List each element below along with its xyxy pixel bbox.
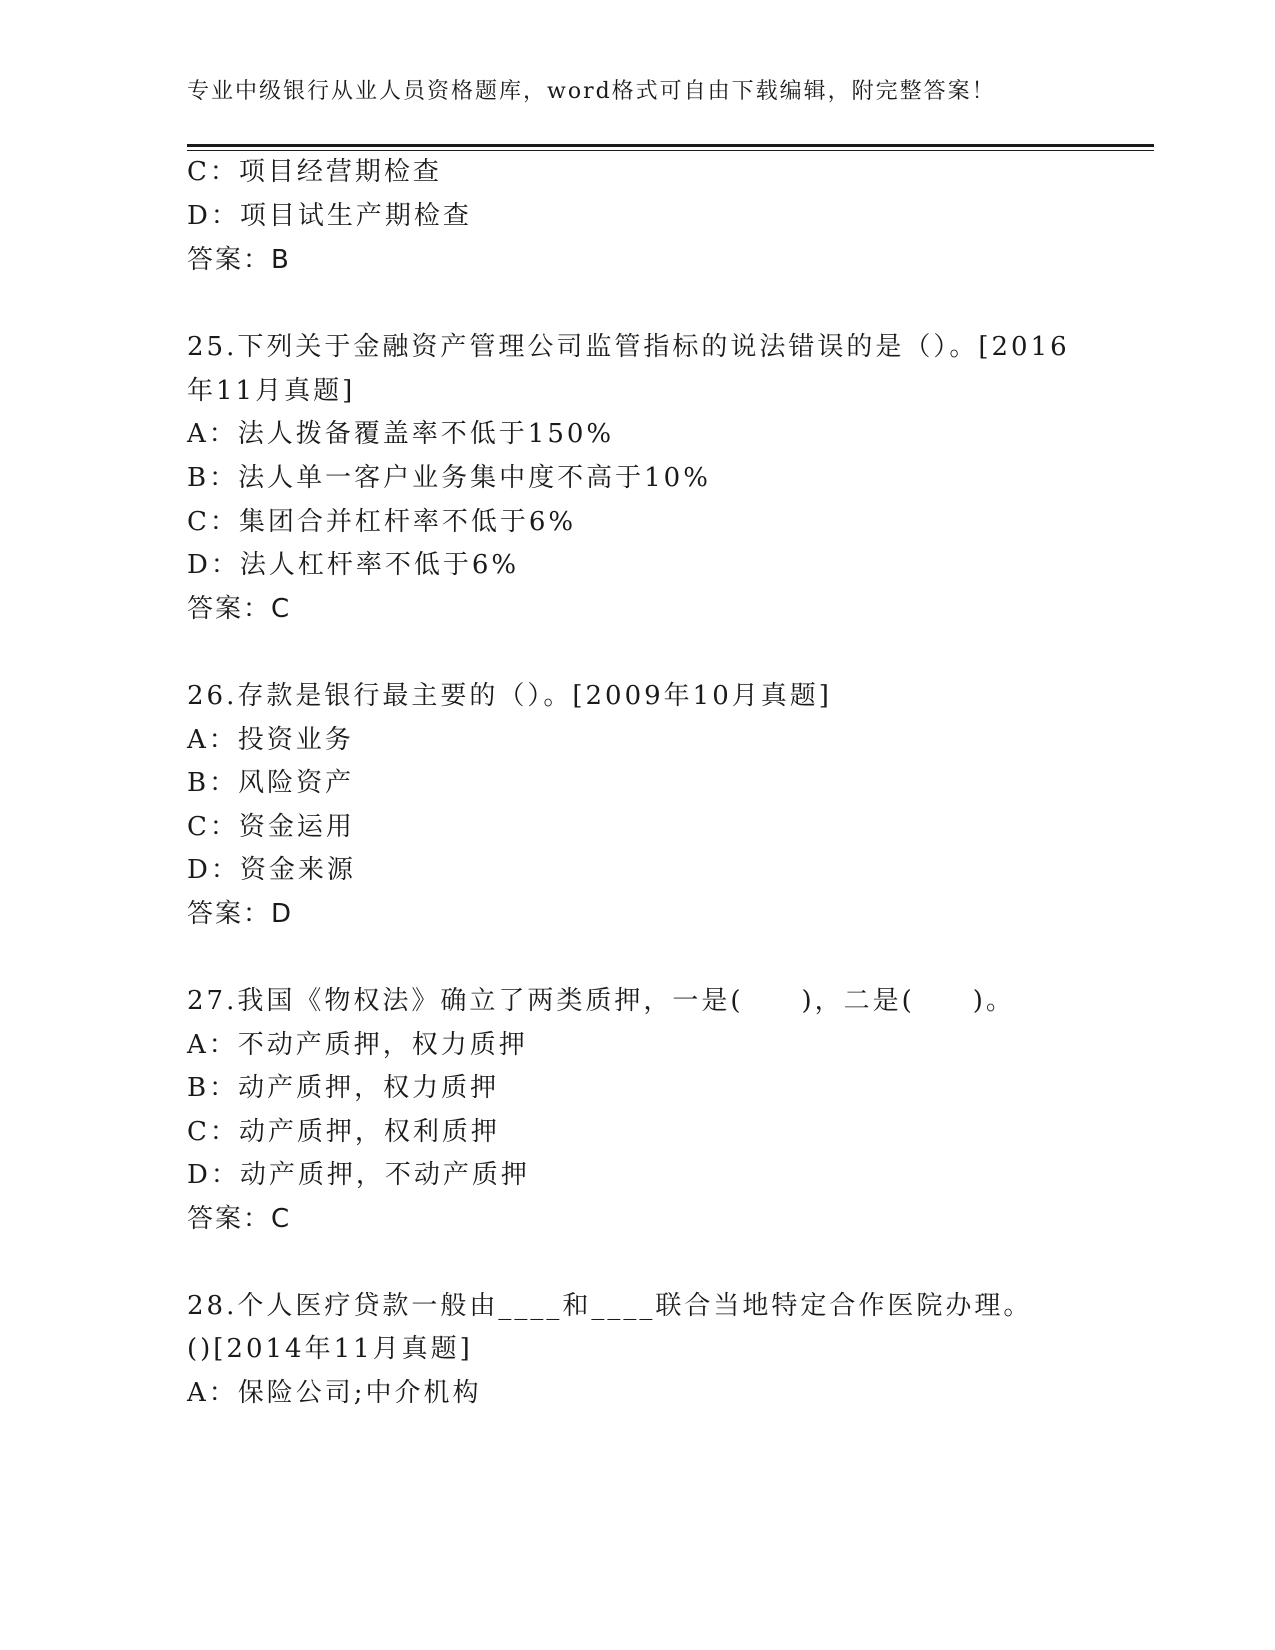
q27-option-d: D：动产质押，不动产质押 — [187, 1160, 530, 1190]
q25-option-c: C：集团合并杠杆率不低于6% — [187, 507, 577, 537]
q26-option-c: C：资金运用 — [187, 812, 355, 842]
q26-answer: 答案：D — [187, 899, 294, 929]
q25-option-a: A：法人拨备覆盖率不低于150% — [187, 419, 615, 449]
page-header: 专业中级银行从业人员资格题库，word格式可自由下载编辑，附完整答案！ — [187, 79, 996, 104]
q27-option-b: B：动产质押，权力质押 — [187, 1073, 500, 1103]
q27-answer: 答案：C — [187, 1204, 292, 1234]
q27-stem: 27.我国《物权法》确立了两类质押，一是( )，二是( )。 — [187, 986, 1015, 1016]
q26-stem: 26.存款是银行最主要的（）。[2009年10月真题] — [187, 681, 832, 711]
prev-answer: 答案：B — [187, 245, 291, 275]
q25-answer: 答案：C — [187, 594, 292, 624]
q28-stem-line2: ()[2014年11月真题] — [187, 1334, 473, 1364]
header-rule-thin — [187, 150, 1154, 151]
q27-option-c: C：动产质押，权利质押 — [187, 1117, 500, 1147]
q28-option-a: A：保险公司;中介机构 — [187, 1378, 482, 1408]
header-rule-thick — [187, 144, 1154, 147]
prev-option-d: D：项目试生产期检查 — [187, 201, 472, 231]
q25-stem-line1: 25.下列关于金融资产管理公司监管指标的说法错误的是（）。[2016 — [187, 332, 1070, 362]
q26-option-b: B：风险资产 — [187, 768, 355, 798]
q25-option-b: B：法人单一客户业务集中度不高于10% — [187, 463, 711, 493]
q26-option-a: A：投资业务 — [187, 725, 354, 755]
prev-option-c: C：项目经营期检查 — [187, 157, 442, 187]
q25-stem-line2: 年11月真题] — [187, 376, 356, 406]
q27-option-a: A：不动产质押，权力质押 — [187, 1030, 528, 1060]
q25-option-d: D：法人杠杆率不低于6% — [187, 550, 520, 580]
q26-option-d: D：资金来源 — [187, 855, 356, 885]
q28-stem-line1: 28.个人医疗贷款一般由____和____联合当地特定合作医院办理。 — [187, 1291, 1033, 1321]
